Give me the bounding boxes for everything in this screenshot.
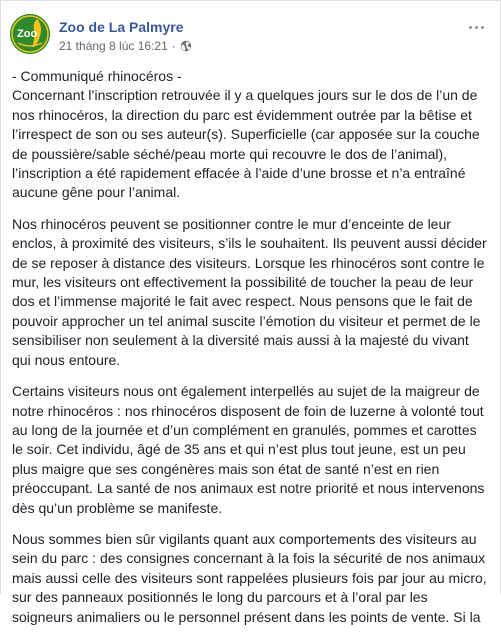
post-text-line: aucune gêne pour l’animal.	[12, 184, 181, 201]
zoo-logo-icon	[10, 14, 50, 54]
post-text-line: notre rhinocéros : nos rhinocéros disposent de foin de luzerne à volonté tout	[12, 402, 484, 419]
post-text-line: Nous sommes bien sûr vigilants quant aux comportements des visiteurs au	[12, 530, 477, 547]
post-text-line: le soir. Cet individu, âgé de 35 ans et qui n’est plus tout jeune, est un peu	[12, 441, 466, 458]
post-text-line: Nos rhinocéros peuvent se positionner contre le mur d’enceinte de leur	[12, 215, 451, 232]
post-paragraph	[12, 215, 494, 370]
page-avatar[interactable]	[10, 14, 50, 54]
post-body	[12, 67, 494, 639]
post-text-line: pouvoir approcher un tel animal suscite l’émotion du visiteur et permet de le	[12, 312, 481, 329]
post-text-line: sur des panneaux positionnés le long du parcours et à l’oral par les	[12, 589, 428, 606]
post-text-line: préoccupant. La santé de nos animaux est notre priorité et nous intervenons	[12, 480, 485, 497]
post-paragraph	[12, 382, 494, 518]
svg-text:Zoo: Zoo	[17, 28, 38, 40]
meta-separator: ·	[171, 39, 176, 53]
post-paragraph	[12, 67, 494, 203]
post-text-line: Concernant l’inscription retrouvée il y a quelques jours sur le dos de l’un de	[12, 87, 478, 104]
globe-icon[interactable]	[180, 40, 192, 52]
post-paragraph	[12, 530, 494, 627]
more-options-icon	[469, 26, 472, 29]
post-header	[1, 1, 500, 61]
post-text-line: de se reposer à distance des visiteurs. Lorsque les rhinocéros sont contre le	[12, 254, 485, 271]
page-name-link[interactable]: Zoo de La Palmyre	[59, 19, 184, 35]
post-text-line: au long de la journée et d’un complément en granulés, pommes et carottes	[12, 421, 477, 438]
post-text-line: mais aussi celle des visiteurs sont rappelées plusieurs fois par jour au micro,	[12, 569, 487, 586]
post-text-line: enclos, à proximité des visiteurs, s’ils le souhaitent. Ils peuvent aussi décider	[12, 235, 487, 252]
post-text-line: sein du parc : des consignes concernant à la fois la sécurité de nos animaux	[12, 550, 486, 567]
post-text-line: Certains visiteurs nous ont également interpellés au sujet de la maigreur de	[12, 383, 480, 400]
post-text-line: soigneurs animaliers ou le personnel présent dans les points de vente. Si la	[12, 608, 481, 625]
more-options-dot	[475, 26, 478, 29]
post-text-line: de poussière/sable séché/peau morte qui recouvre le dos de l’animal),	[12, 145, 448, 162]
post-meta	[59, 38, 192, 54]
post-text-line: - Communiqué rhinocéros -	[12, 68, 182, 84]
post-text-line: l’inscription a été rapidement effacée à l’aide d’une brosse et n’a entraîné	[12, 165, 466, 182]
post-text-line: qui nous entoure.	[12, 351, 121, 368]
more-options-dot	[481, 26, 484, 29]
post-timestamp[interactable]: 21 tháng 8 lúc 16:21	[59, 39, 168, 53]
post-text-line: l’irrespect de son ou ses auteur(s). Superficielle (car apposée sur la couche	[12, 126, 480, 143]
more-options-button[interactable]	[466, 17, 486, 37]
post-text-line: plus maigre que ses congénères mais son état de santé n’est en rien	[12, 460, 440, 477]
post-text-line: mur, les visiteurs ont effectivement la possibilité de toucher la peau de leur	[12, 274, 474, 291]
post-text-line: sensibiliser non seulement à la diversité mais aussi à la majesté du vivant	[12, 332, 469, 349]
post-text-line: dos et l’immense majorité le fait avec respect. Nous pensons que le fait de	[12, 293, 473, 310]
post-text-line: dès qu’un problème se manifeste.	[12, 499, 223, 516]
post-text-line: nos rhinocéros, la direction du parc est évidemment outrée par la bêtise et	[12, 106, 472, 123]
